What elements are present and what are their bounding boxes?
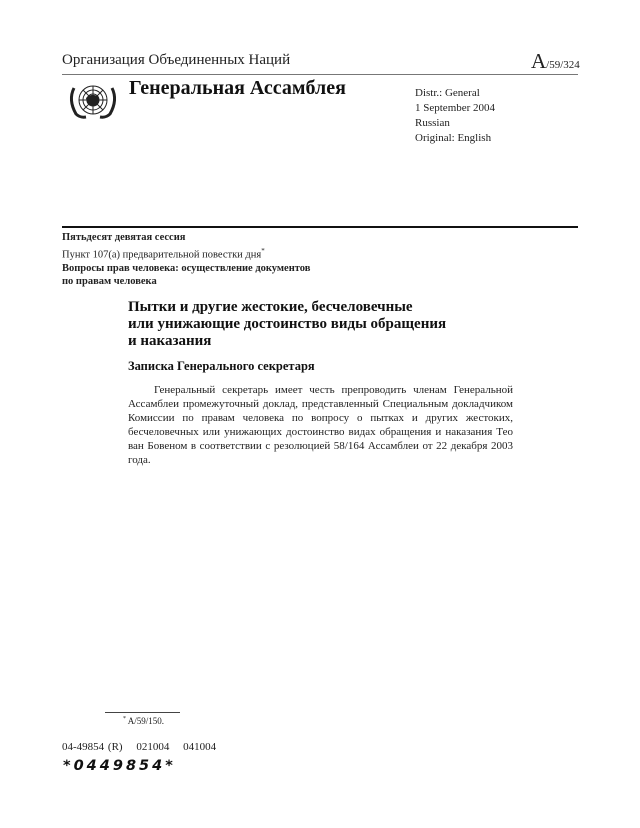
original-language: Original: English (415, 132, 492, 144)
job-number: 04-49854 (R) (62, 741, 123, 753)
assembly-title: Генеральная Ассамблея (129, 77, 346, 99)
session-label: Пятьдесят девятая сессия (62, 232, 186, 243)
footnote: * A/59/150. (123, 716, 165, 726)
agenda-topic-line2: по правам человека (62, 276, 157, 287)
document-symbol (531, 49, 580, 74)
document-title: Пытки и другие жестокие, бесчеловечные или унижающие достоинство виды обращения и наказания (128, 299, 447, 349)
footnote-marker: * (261, 246, 265, 255)
agenda-topic-line1: Вопросы прав человека: осуществление документов (62, 262, 311, 274)
header-divider (62, 74, 578, 75)
symbol-suffix: /59/324 (546, 59, 580, 71)
footnote-divider (105, 712, 180, 713)
distribution-block (415, 86, 495, 146)
symbol-prefix: A (531, 49, 547, 73)
document-subtitle: Записка Генерального секретаря (128, 359, 315, 373)
job-date-2: 041004 (183, 741, 217, 753)
agenda-block (62, 231, 310, 289)
job-date-1: 021004 (136, 741, 170, 753)
un-emblem-icon (64, 80, 122, 120)
body-paragraph: Генеральный секретарь имеет честь препроводить членам Генеральной Ассамблеи промежуточный доклад, представленный Специальным докладчиком Комиссии по правам человека по вопросу о пытках и других жестоких, бесчеловечных или унижающих достоинство видах обращения и наказания Тео ван Бовеном в соответствии с резолюцией 58/164 Ассамблеи от 22 декабря 2003 года. (128, 384, 513, 466)
agenda-divider (62, 226, 578, 228)
barcode-text: *0449854* (63, 758, 176, 774)
distribution-type: Distr.: General (415, 87, 480, 99)
organization-name: Организация Объединенных Наций (62, 52, 291, 68)
agenda-item: Пункт 107(a) предварительной повестки дня* (62, 246, 265, 260)
document-date: 1 September 2004 (415, 102, 496, 114)
job-number-line (62, 741, 226, 753)
document-language: Russian (415, 117, 450, 129)
